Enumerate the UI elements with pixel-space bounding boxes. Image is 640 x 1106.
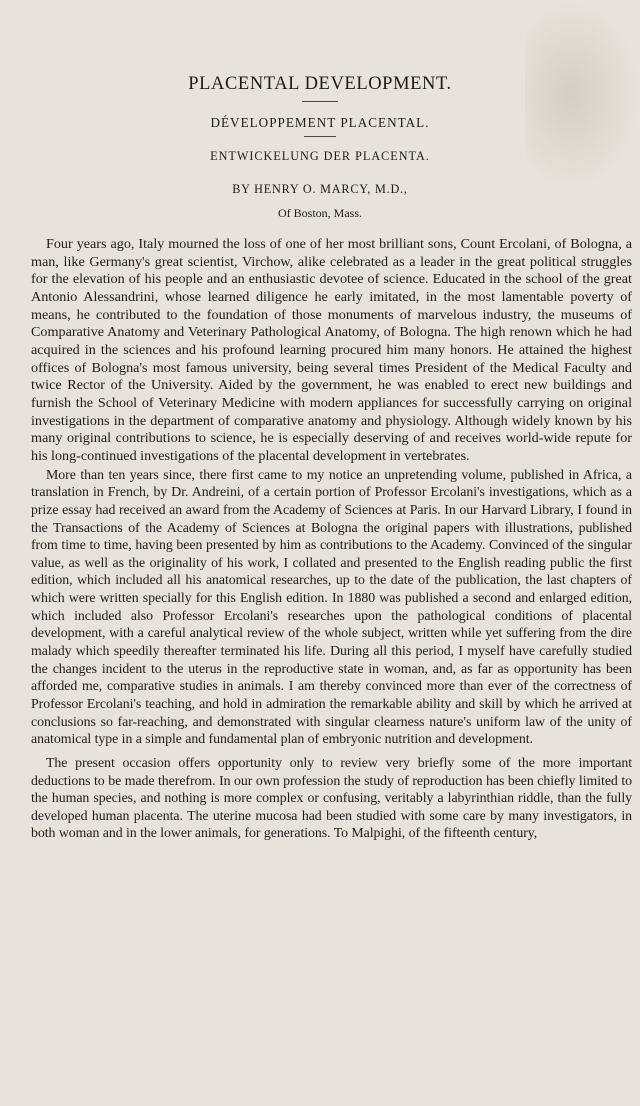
title-rule xyxy=(302,101,338,102)
paragraph-2: More than ten years since, there first came to my notice an unpretending volume, published in Africa, a translation in French, by Dr. Andreini, of a certain portion of Professor Ercolani's investigations, which as a prize essay had received an award from the Academy of Sciences at Paris. In our Harvard Library, I found in the Transactions of the Academy of Sciences at Bologna the original papers with illustrations, published from time to time, having been presented by him as contributions to the Academy. Convinced of the singular value, as well as the originality of his work, I collated and presented to the English reading public the first edition, which included all his anatomical researches, up to the date of the publication, the last chapters of which were written specially for this English edition. In 1880 was published a second and enlarged edition, which included also Professor Ercolani's researches upon the pathological conditions of placental development, with a careful analytical review of the whole subject, written while yet suffering from the dire malady which speedily thereafter terminated his life. During all this period, I myself have carefully studied the changes incident to the uterus in the reproductive state in woman, and, as far as opportunity has been afforded me, comparative studies in animals. I am thereby convinced more than ever of the correctness of Professor Ercolani's teaching, and hold in admiration the remarkable ability and skill by which he arrived at conclusions so far-reaching, and demonstrated with singular clearness nature's uniform law of the unity of anatomical type in a simple and fundamental plan of embryonic nutrition and development. xyxy=(31,466,632,747)
article-title: PLACENTAL DEVELOPMENT. xyxy=(188,74,452,94)
french-title-rule xyxy=(304,136,336,137)
article-body xyxy=(31,236,632,842)
author-byline: BY HENRY O. MARCY, M.D., xyxy=(232,182,408,196)
french-title: DÉVELOPPEMENT PLACENTAL. xyxy=(210,115,430,130)
author-location: Of Boston, Mass. xyxy=(277,206,362,220)
paragraph-1: Four years ago, Italy mourned the loss of one of her most brilliant sons, Count Ercolani, of Bologna, a man, like Germany's great scientist, Virchow, alike celebrated as a leader in the great political struggles for the elevation of his people and an enthusiastic devotee of science. Educated in the school of the great Antonio Alessandrini, whose learned diligence he early imitated, in the most lamentable poverty of means, he contributed to the foundation of those monuments of marvelous industry, the museums of Comparative Anatomy and Veterinary Pathological Anatomy, of Bologna. The high renown which he had acquired in the sciences and his profound learning procured him many honors. He attained the highest offices of Bologna's most famous university, being several times President of the Medical Faculty and twice Rector of the University. Aided by the government, he was enabled to erect new buildings and furnish the School of Veterinary Medicine with modern appliances for successfully carrying on original investigations in the department of comparative anatomy and physiology. Although widely known by his many original contributions to science, he is especially deserving of and receives world-wide repute for his long-continued investigations of the placental development in vertebrates. xyxy=(31,236,632,464)
german-title: ENTWICKELUNG DER PLACENTA. xyxy=(210,149,430,163)
paragraph-3: The present occasion offers opportunity only to review very briefly some of the more important deductions to be made therefrom. In our own profession the study of reproduction has been chiefly limited to the human species, and nothing is more complex or confusing, veritably a labyrinthian riddle, than the fully developed human placenta. The uterine mucosa had been studied with some care by many investigators, in both woman and in the lower animals, for generations. To Malpighi, of the fifteenth century, xyxy=(31,755,632,841)
